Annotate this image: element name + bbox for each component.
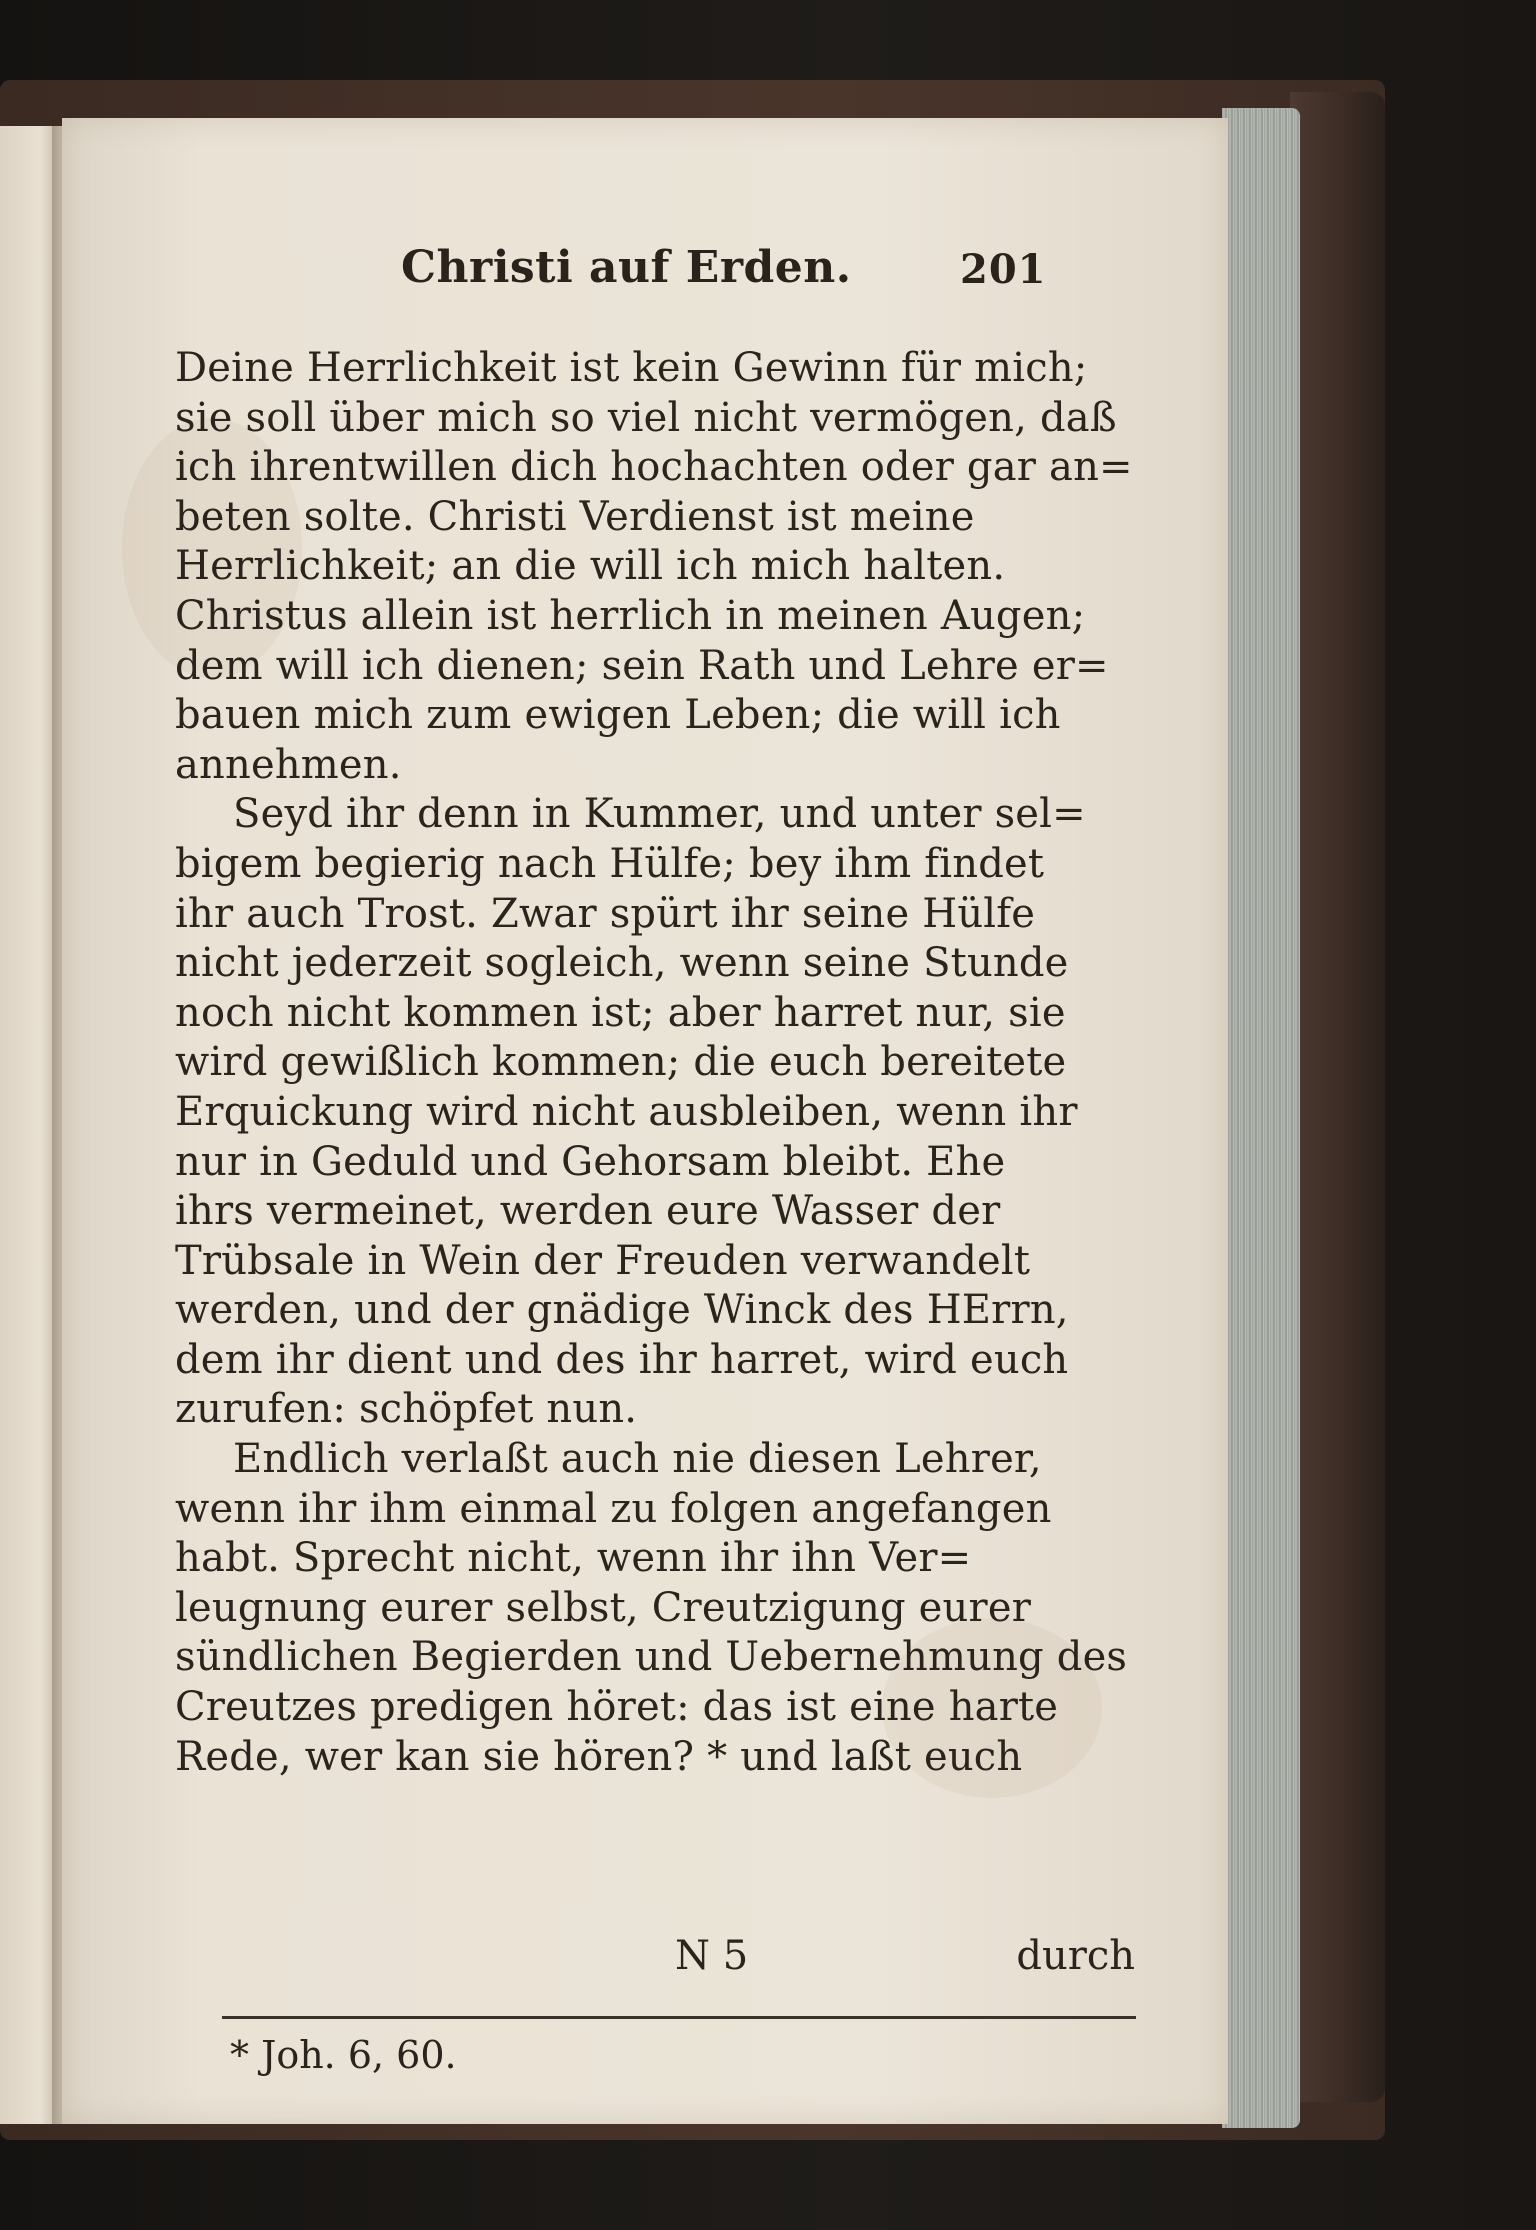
text-line: Rede, wer kan sie hören? * und laßt euch: [175, 1733, 1023, 1780]
text-line: noch nicht kommen ist; aber harret nur, sie: [175, 989, 1066, 1036]
text-line: sie soll über mich so viel nicht vermögen, daß: [175, 394, 1117, 441]
text-line: nicht jederzeit sogleich, wenn seine Stunde: [175, 940, 1069, 987]
page-header: [62, 242, 1228, 322]
page-footer-marks: [175, 1933, 1135, 1983]
text-line: ihrs vermeinet, werden eure Wasser der: [175, 1188, 1001, 1235]
text-line: Endlich verlaßt auch nie diesen Lehrer,: [233, 1436, 1042, 1483]
page-number: 201: [960, 246, 1047, 293]
book-spine-edge: [1290, 92, 1385, 2102]
text-line: dem will ich dienen; sein Rath und Lehre er=: [175, 642, 1109, 689]
text-line: Deine Herrlichkeit ist kein Gewinn für mich;: [175, 345, 1088, 391]
body-text: [175, 344, 1135, 1782]
text-line: Christus allein ist herrlich in meinen Augen;: [175, 592, 1086, 639]
text-line: Erquickung wird nicht ausbleiben, wenn ihr: [175, 1088, 1078, 1135]
text-line: bigem begierig nach Hülfe; bey ihm findet: [175, 840, 1045, 887]
text-line: Creutzes predigen höret: das ist eine harte: [175, 1684, 1059, 1731]
text-line: nur in Geduld und Gehorsam bleibt. Ehe: [175, 1138, 1006, 1185]
footnote-rule: [222, 2016, 1136, 2019]
text-line: annehmen.: [175, 741, 402, 788]
text-line: bauen mich zum ewigen Leben; die will ich: [175, 692, 1061, 739]
text-line: dem ihr dient und des ihr harret, wird euch: [175, 1336, 1069, 1383]
text-line: Seyd ihr denn in Kummer, und unter sel=: [233, 791, 1086, 838]
text-line: wird gewißlich kommen; die euch bereitete: [175, 1039, 1067, 1086]
running-head: Christi auf Erden.: [401, 242, 852, 293]
text-line: beten solte. Christi Verdienst ist meine: [175, 493, 975, 540]
text-line: leugnung eurer selbst, Creutzigung eurer: [175, 1584, 1032, 1631]
text-line: ich ihrentwillen dich hochachten oder gar an=: [175, 444, 1133, 491]
text-line: habt. Sprecht nicht, wenn ihr ihn Ver=: [175, 1535, 972, 1582]
text-line: wenn ihr ihm einmal zu folgen angefangen: [175, 1485, 1052, 1532]
catchword: durch: [1016, 1933, 1135, 1979]
text-line: zurufen: schöpfet nun.: [175, 1386, 638, 1433]
text-line: werden, und der gnädige Winck des HErrn,: [175, 1287, 1069, 1334]
footnote: * Joh. 6, 60.: [230, 2033, 457, 2077]
paragraph-1: [175, 344, 1135, 790]
paragraph-3: [175, 1435, 1135, 1782]
facing-page-edge: [0, 126, 58, 2124]
text-line: sündlichen Begierden und Uebernehmung des: [175, 1634, 1128, 1681]
signature-mark: N 5: [675, 1933, 749, 1979]
book-page: [62, 118, 1228, 2124]
text-line: ihr auch Trost. Zwar spürt ihr seine Hülfe: [175, 890, 1036, 937]
page-block-edges: [1222, 108, 1300, 2128]
text-line: Trübsale in Wein der Freuden verwandelt: [175, 1237, 1031, 1284]
paragraph-2: [175, 790, 1135, 1435]
text-line: Herrlichkeit; an die will ich mich halten.: [175, 543, 1006, 590]
